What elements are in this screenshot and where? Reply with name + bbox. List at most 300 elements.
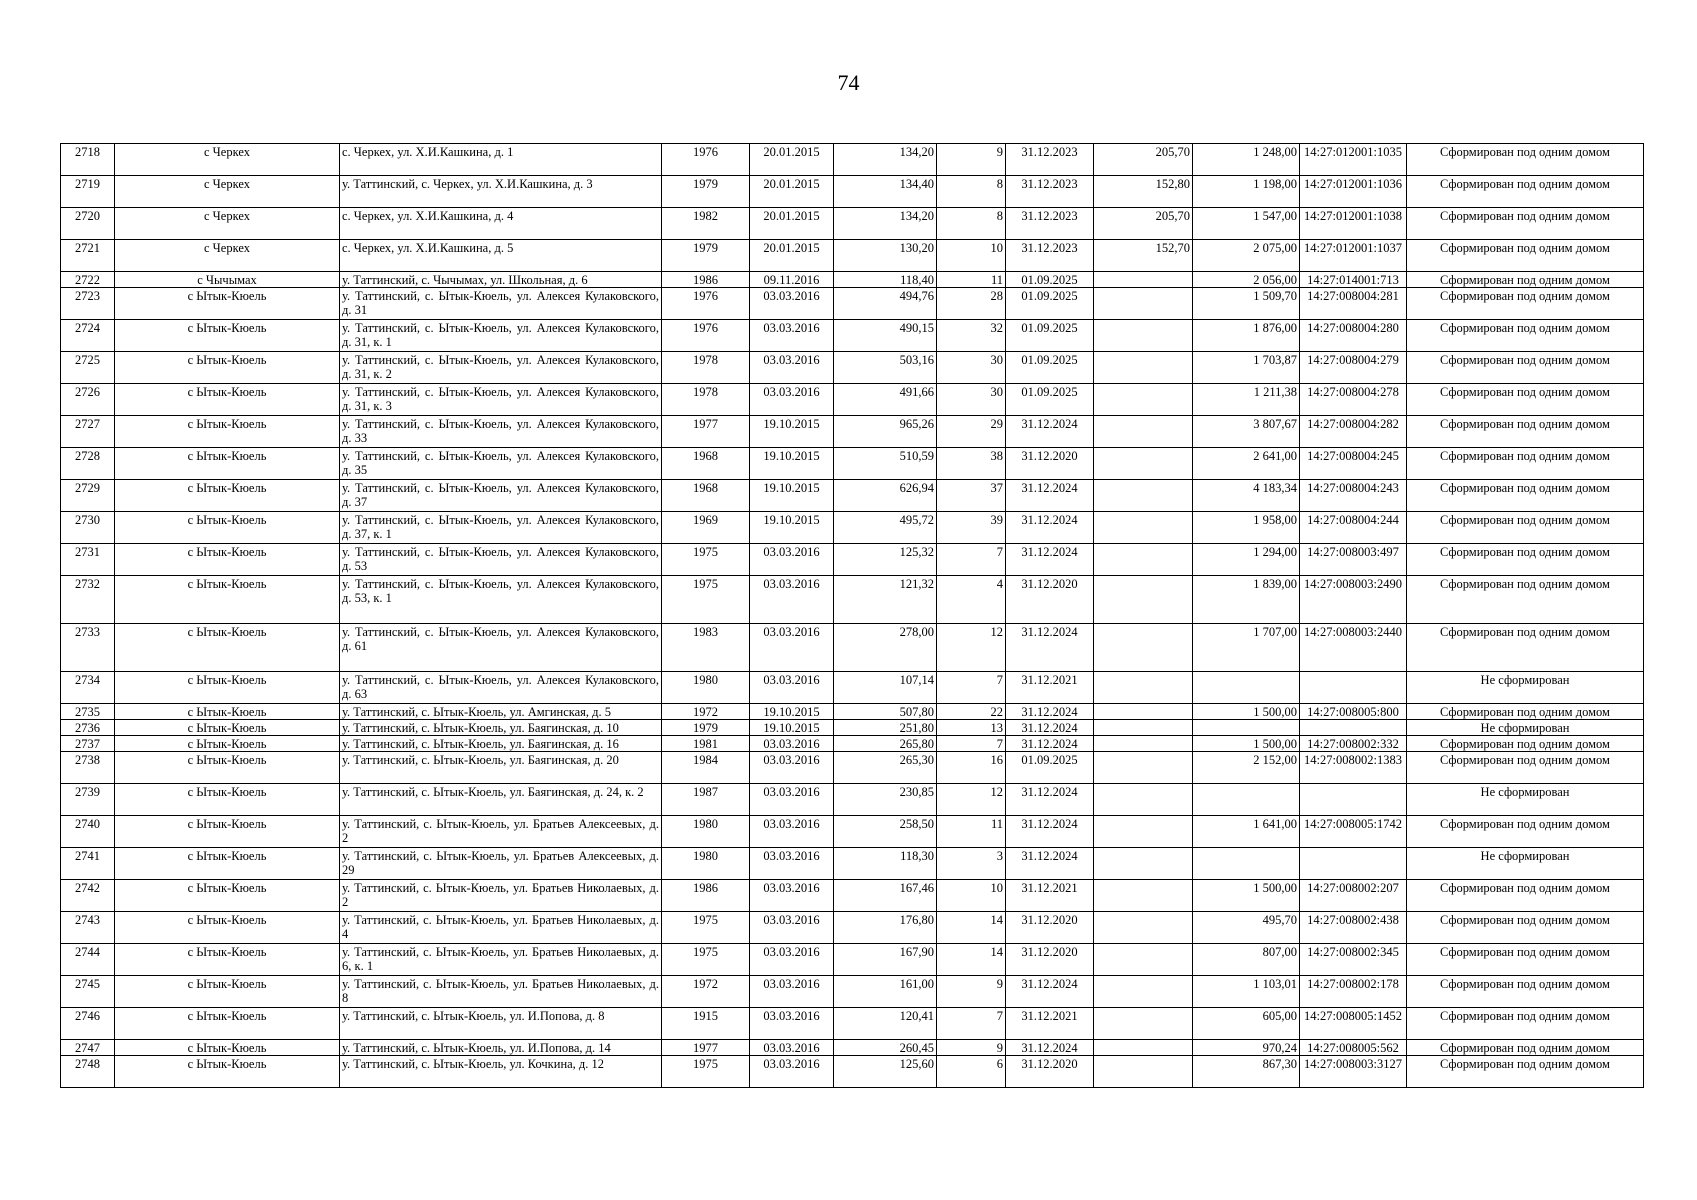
- address-cell: у. Таттинский, с. Ытык-Кюель, ул. Баягинская, д. 20: [340, 752, 662, 784]
- table-row: [61, 848, 1644, 880]
- deadline-date-cell: 31.12.2020: [1006, 448, 1094, 480]
- row-number: 2747: [61, 1040, 115, 1056]
- settlement-cell: с Ытык-Кюель: [115, 976, 340, 1008]
- cadastral-number-cell: 14:27:008002:178: [1300, 976, 1407, 1008]
- area-cell: 260,45: [834, 1040, 937, 1056]
- deadline-date-cell: 31.12.2020: [1006, 576, 1094, 624]
- cost-cell: 1 958,00: [1193, 512, 1300, 544]
- deadline-date-cell: 31.12.2024: [1006, 1040, 1094, 1056]
- area-cell: 278,00: [834, 624, 937, 672]
- deadline-date-cell: 01.09.2025: [1006, 288, 1094, 320]
- address-cell: у. Таттинский, с. Ытык-Кюель, ул. Алексея Кулаковского, д. 53: [340, 544, 662, 576]
- settlement-cell: с Ытык-Кюель: [115, 1056, 340, 1088]
- residents-cell: 11: [937, 816, 1006, 848]
- row-number: 2741: [61, 848, 115, 880]
- land-status-cell: Сформирован под одним домом: [1407, 512, 1644, 544]
- cadastral-number-cell: [1300, 848, 1407, 880]
- deadline-date-cell: 31.12.2021: [1006, 880, 1094, 912]
- residents-cell: 29: [937, 416, 1006, 448]
- settlement-cell: с Ытык-Кюель: [115, 544, 340, 576]
- area-cell: 490,15: [834, 320, 937, 352]
- land-status-cell: Сформирован под одним домом: [1407, 816, 1644, 848]
- area2-cell: [1094, 384, 1193, 416]
- table-row: [61, 784, 1644, 816]
- inclusion-date-cell: 19.10.2015: [750, 416, 834, 448]
- year-cell: 1977: [662, 416, 750, 448]
- inclusion-date-cell: 03.03.2016: [750, 352, 834, 384]
- residents-cell: 8: [937, 208, 1006, 240]
- area-cell: 510,59: [834, 448, 937, 480]
- cadastral-number-cell: 14:27:008004:280: [1300, 320, 1407, 352]
- residents-cell: 11: [937, 272, 1006, 288]
- area2-cell: [1094, 288, 1193, 320]
- residents-cell: 13: [937, 720, 1006, 736]
- year-cell: 1980: [662, 672, 750, 704]
- year-cell: 1980: [662, 816, 750, 848]
- area2-cell: [1094, 672, 1193, 704]
- address-cell: у. Таттинский, с. Ытык-Кюель, ул. Алексея Кулаковского, д. 53, к. 1: [340, 576, 662, 624]
- inclusion-date-cell: 03.03.2016: [750, 1008, 834, 1040]
- area-cell: 107,14: [834, 672, 937, 704]
- cost-cell: 1 500,00: [1193, 880, 1300, 912]
- settlement-cell: с Ытык-Кюель: [115, 480, 340, 512]
- row-number: 2721: [61, 240, 115, 272]
- land-status-cell: Сформирован под одним домом: [1407, 880, 1644, 912]
- area-cell: 118,40: [834, 272, 937, 288]
- year-cell: 1984: [662, 752, 750, 784]
- address-cell: у. Таттинский, с. Ытык-Кюель, ул. Алексея Кулаковского, д. 37, к. 1: [340, 512, 662, 544]
- area-cell: 167,90: [834, 944, 937, 976]
- deadline-date-cell: 31.12.2020: [1006, 1056, 1094, 1088]
- address-cell: у. Таттинский, с. Ытык-Кюель, ул. Братьев Николаевых, д. 2: [340, 880, 662, 912]
- area2-cell: [1094, 320, 1193, 352]
- inclusion-date-cell: 19.10.2015: [750, 448, 834, 480]
- table-row: [61, 320, 1644, 352]
- year-cell: 1968: [662, 448, 750, 480]
- settlement-cell: с Ытык-Кюель: [115, 672, 340, 704]
- deadline-date-cell: 31.12.2024: [1006, 704, 1094, 720]
- land-status-cell: Не сформирован: [1407, 848, 1644, 880]
- row-number: 2720: [61, 208, 115, 240]
- settlement-cell: с Ытык-Кюель: [115, 352, 340, 384]
- area2-cell: [1094, 976, 1193, 1008]
- table-row: [61, 480, 1644, 512]
- settlement-cell: с Ытык-Кюель: [115, 448, 340, 480]
- cost-cell: 605,00: [1193, 1008, 1300, 1040]
- cost-cell: [1193, 672, 1300, 704]
- address-cell: у. Таттинский, с. Ытык-Кюель, ул. Алексея Кулаковского, д. 61: [340, 624, 662, 672]
- inclusion-date-cell: 03.03.2016: [750, 848, 834, 880]
- cost-cell: 1 500,00: [1193, 704, 1300, 720]
- area-cell: 251,80: [834, 720, 937, 736]
- area-cell: 494,76: [834, 288, 937, 320]
- year-cell: 1979: [662, 176, 750, 208]
- area2-cell: [1094, 480, 1193, 512]
- cost-cell: 2 641,00: [1193, 448, 1300, 480]
- settlement-cell: с Черкех: [115, 240, 340, 272]
- row-number: 2743: [61, 912, 115, 944]
- deadline-date-cell: 31.12.2024: [1006, 480, 1094, 512]
- address-cell: у. Таттинский, с. Ытык-Кюель, ул. Братьев Николаевых, д. 6, к. 1: [340, 944, 662, 976]
- row-number: 2745: [61, 976, 115, 1008]
- inclusion-date-cell: 19.10.2015: [750, 720, 834, 736]
- residents-cell: 9: [937, 976, 1006, 1008]
- table-row: [61, 544, 1644, 576]
- inclusion-date-cell: 19.10.2015: [750, 512, 834, 544]
- settlement-cell: с Ытык-Кюель: [115, 704, 340, 720]
- deadline-date-cell: 31.12.2023: [1006, 176, 1094, 208]
- year-cell: 1987: [662, 784, 750, 816]
- cost-cell: 1 641,00: [1193, 816, 1300, 848]
- cadastral-number-cell: 14:27:012001:1038: [1300, 208, 1407, 240]
- table-row: [61, 144, 1644, 176]
- cost-cell: 1 294,00: [1193, 544, 1300, 576]
- table-row: [61, 736, 1644, 752]
- year-cell: 1972: [662, 976, 750, 1008]
- residents-cell: 12: [937, 784, 1006, 816]
- area-cell: 120,41: [834, 1008, 937, 1040]
- cost-cell: [1193, 784, 1300, 816]
- cost-cell: 1 103,01: [1193, 976, 1300, 1008]
- area-cell: 125,60: [834, 1056, 937, 1088]
- cadastral-number-cell: 14:27:008002:345: [1300, 944, 1407, 976]
- residents-cell: 14: [937, 944, 1006, 976]
- address-cell: у. Таттинский, с. Ытык-Кюель, ул. Баягинская, д. 10: [340, 720, 662, 736]
- residents-cell: 30: [937, 384, 1006, 416]
- area-cell: 258,50: [834, 816, 937, 848]
- year-cell: 1982: [662, 208, 750, 240]
- cost-cell: 807,00: [1193, 944, 1300, 976]
- land-status-cell: Сформирован под одним домом: [1407, 480, 1644, 512]
- cost-cell: 1 707,00: [1193, 624, 1300, 672]
- inclusion-date-cell: 19.10.2015: [750, 480, 834, 512]
- table-row: [61, 1056, 1644, 1088]
- year-cell: 1976: [662, 144, 750, 176]
- deadline-date-cell: 31.12.2024: [1006, 848, 1094, 880]
- table-row: [61, 976, 1644, 1008]
- land-status-cell: Сформирован под одним домом: [1407, 704, 1644, 720]
- land-status-cell: Сформирован под одним домом: [1407, 944, 1644, 976]
- year-cell: 1975: [662, 912, 750, 944]
- area2-cell: [1094, 720, 1193, 736]
- land-status-cell: Сформирован под одним домом: [1407, 1056, 1644, 1088]
- residents-cell: 32: [937, 320, 1006, 352]
- table-row: [61, 880, 1644, 912]
- cadastral-number-cell: 14:27:008002:332: [1300, 736, 1407, 752]
- settlement-cell: с Ытык-Кюель: [115, 288, 340, 320]
- area2-cell: [1094, 272, 1193, 288]
- deadline-date-cell: 31.12.2024: [1006, 736, 1094, 752]
- inclusion-date-cell: 03.03.2016: [750, 1040, 834, 1056]
- cadastral-number-cell: 14:27:008004:279: [1300, 352, 1407, 384]
- row-number: 2737: [61, 736, 115, 752]
- inclusion-date-cell: 03.03.2016: [750, 976, 834, 1008]
- table-row: [61, 816, 1644, 848]
- area2-cell: 152,80: [1094, 176, 1193, 208]
- cadastral-number-cell: 14:27:008005:1742: [1300, 816, 1407, 848]
- area2-cell: [1094, 752, 1193, 784]
- deadline-date-cell: 31.12.2020: [1006, 912, 1094, 944]
- table-row: [61, 912, 1644, 944]
- area2-cell: [1094, 704, 1193, 720]
- settlement-cell: с Ытык-Кюель: [115, 880, 340, 912]
- row-number: 2727: [61, 416, 115, 448]
- row-number: 2718: [61, 144, 115, 176]
- cadastral-number-cell: 14:27:008003:497: [1300, 544, 1407, 576]
- address-cell: у. Таттинский, с. Черкех, ул. Х.И.Кашкина, д. 3: [340, 176, 662, 208]
- area-cell: 118,30: [834, 848, 937, 880]
- table-row: [61, 288, 1644, 320]
- inclusion-date-cell: 09.11.2016: [750, 272, 834, 288]
- row-number: 2732: [61, 576, 115, 624]
- cost-cell: 1 509,70: [1193, 288, 1300, 320]
- year-cell: 1972: [662, 704, 750, 720]
- settlement-cell: с Ытык-Кюель: [115, 720, 340, 736]
- address-cell: с. Черкех, ул. Х.И.Кашкина, д. 1: [340, 144, 662, 176]
- table-row: [61, 240, 1644, 272]
- deadline-date-cell: 31.12.2023: [1006, 208, 1094, 240]
- area2-cell: [1094, 1056, 1193, 1088]
- address-cell: у. Таттинский, с. Ытык-Кюель, ул. Баягинская, д. 16: [340, 736, 662, 752]
- residents-cell: 22: [937, 704, 1006, 720]
- row-number: 2728: [61, 448, 115, 480]
- settlement-cell: с Ытык-Кюель: [115, 912, 340, 944]
- residents-cell: 3: [937, 848, 1006, 880]
- table-row: [61, 1040, 1644, 1056]
- land-status-cell: Сформирован под одним домом: [1407, 1040, 1644, 1056]
- row-number: 2730: [61, 512, 115, 544]
- year-cell: 1976: [662, 288, 750, 320]
- address-cell: у. Таттинский, с. Ытык-Кюель, ул. Братьев Николаевых, д. 4: [340, 912, 662, 944]
- cadastral-number-cell: 14:27:014001:713: [1300, 272, 1407, 288]
- address-cell: у. Таттинский, с. Ытык-Кюель, ул. Братьев Алексеевых, д. 2: [340, 816, 662, 848]
- inclusion-date-cell: 03.03.2016: [750, 624, 834, 672]
- area-cell: 265,80: [834, 736, 937, 752]
- residents-cell: 38: [937, 448, 1006, 480]
- address-cell: у. Таттинский, с. Ытык-Кюель, ул. Алексея Кулаковского, д. 37: [340, 480, 662, 512]
- inclusion-date-cell: 03.03.2016: [750, 576, 834, 624]
- year-cell: 1968: [662, 480, 750, 512]
- cadastral-number-cell: 14:27:012001:1037: [1300, 240, 1407, 272]
- inclusion-date-cell: 20.01.2015: [750, 144, 834, 176]
- area2-cell: [1094, 848, 1193, 880]
- cost-cell: 1 500,00: [1193, 736, 1300, 752]
- table-row: [61, 576, 1644, 624]
- settlement-cell: с Чычымах: [115, 272, 340, 288]
- settlement-cell: с Ытык-Кюель: [115, 784, 340, 816]
- residents-cell: 16: [937, 752, 1006, 784]
- year-cell: 1977: [662, 1040, 750, 1056]
- row-number: 2726: [61, 384, 115, 416]
- cost-cell: 2 075,00: [1193, 240, 1300, 272]
- deadline-date-cell: 31.12.2024: [1006, 976, 1094, 1008]
- residents-cell: 7: [937, 544, 1006, 576]
- row-number: 2742: [61, 880, 115, 912]
- settlement-cell: с Ытык-Кюель: [115, 848, 340, 880]
- deadline-date-cell: 31.12.2024: [1006, 720, 1094, 736]
- table-row: [61, 416, 1644, 448]
- land-status-cell: Сформирован под одним домом: [1407, 912, 1644, 944]
- year-cell: 1981: [662, 736, 750, 752]
- settlement-cell: с Черкех: [115, 176, 340, 208]
- table-row: [61, 208, 1644, 240]
- cost-cell: 3 807,67: [1193, 416, 1300, 448]
- settlement-cell: с Ытык-Кюель: [115, 944, 340, 976]
- area-cell: 121,32: [834, 576, 937, 624]
- deadline-date-cell: 01.09.2025: [1006, 352, 1094, 384]
- area2-cell: [1094, 880, 1193, 912]
- area-cell: 265,30: [834, 752, 937, 784]
- residents-cell: 30: [937, 352, 1006, 384]
- table-row: [61, 448, 1644, 480]
- deadline-date-cell: 01.09.2025: [1006, 320, 1094, 352]
- address-cell: у. Таттинский, с. Ытык-Кюель, ул. Братьев Николаевых, д. 8: [340, 976, 662, 1008]
- area-cell: 503,16: [834, 352, 937, 384]
- land-status-cell: Сформирован под одним домом: [1407, 144, 1644, 176]
- cost-cell: 1 211,38: [1193, 384, 1300, 416]
- cadastral-number-cell: 14:27:008004:243: [1300, 480, 1407, 512]
- inclusion-date-cell: 20.01.2015: [750, 240, 834, 272]
- cadastral-number-cell: 14:27:008004:281: [1300, 288, 1407, 320]
- area-cell: 134,40: [834, 176, 937, 208]
- inclusion-date-cell: 20.01.2015: [750, 176, 834, 208]
- row-number: 2723: [61, 288, 115, 320]
- cadastral-number-cell: 14:27:008005:800: [1300, 704, 1407, 720]
- year-cell: 1975: [662, 576, 750, 624]
- residents-cell: 7: [937, 672, 1006, 704]
- residents-cell: 39: [937, 512, 1006, 544]
- row-number: 2740: [61, 816, 115, 848]
- area-cell: 176,80: [834, 912, 937, 944]
- deadline-date-cell: 31.12.2023: [1006, 240, 1094, 272]
- row-number: 2746: [61, 1008, 115, 1040]
- settlement-cell: с Ытык-Кюель: [115, 1040, 340, 1056]
- settlement-cell: с Ытык-Кюель: [115, 816, 340, 848]
- inclusion-date-cell: 03.03.2016: [750, 736, 834, 752]
- cost-cell: 4 183,34: [1193, 480, 1300, 512]
- row-number: 2725: [61, 352, 115, 384]
- address-cell: у. Таттинский, с. Ытык-Кюель, ул. Алексея Кулаковского, д. 31, к. 2: [340, 352, 662, 384]
- land-status-cell: Сформирован под одним домом: [1407, 624, 1644, 672]
- deadline-date-cell: 31.12.2020: [1006, 944, 1094, 976]
- area2-cell: [1094, 736, 1193, 752]
- area2-cell: [1094, 944, 1193, 976]
- cadastral-number-cell: 14:27:008004:244: [1300, 512, 1407, 544]
- year-cell: 1978: [662, 352, 750, 384]
- year-cell: 1975: [662, 544, 750, 576]
- inclusion-date-cell: 03.03.2016: [750, 544, 834, 576]
- row-number: 2724: [61, 320, 115, 352]
- address-cell: у. Таттинский, с. Ытык-Кюель, ул. Амгинская, д. 5: [340, 704, 662, 720]
- cadastral-number-cell: [1300, 784, 1407, 816]
- address-cell: у. Таттинский, с. Чычымах, ул. Школьная, д. 6: [340, 272, 662, 288]
- settlement-cell: с Ытык-Кюель: [115, 416, 340, 448]
- land-status-cell: Сформирован под одним домом: [1407, 976, 1644, 1008]
- year-cell: 1986: [662, 880, 750, 912]
- housing-registry-table: [60, 143, 1644, 1088]
- residents-cell: 14: [937, 912, 1006, 944]
- area-cell: 507,80: [834, 704, 937, 720]
- inclusion-date-cell: 03.03.2016: [750, 384, 834, 416]
- table-row: [61, 624, 1644, 672]
- inclusion-date-cell: 03.03.2016: [750, 912, 834, 944]
- inclusion-date-cell: 03.03.2016: [750, 1056, 834, 1088]
- land-status-cell: Сформирован под одним домом: [1407, 1008, 1644, 1040]
- cadastral-number-cell: 14:27:008005:1452: [1300, 1008, 1407, 1040]
- area2-cell: [1094, 912, 1193, 944]
- cost-cell: 1 703,87: [1193, 352, 1300, 384]
- deadline-date-cell: 01.09.2025: [1006, 752, 1094, 784]
- row-number: 2731: [61, 544, 115, 576]
- residents-cell: 4: [937, 576, 1006, 624]
- deadline-date-cell: 31.12.2024: [1006, 544, 1094, 576]
- cost-cell: 1 198,00: [1193, 176, 1300, 208]
- land-status-cell: Сформирован под одним домом: [1407, 272, 1644, 288]
- cadastral-number-cell: 14:27:012001:1035: [1300, 144, 1407, 176]
- address-cell: у. Таттинский, с. Ытык-Кюель, ул. Кочкина, д. 12: [340, 1056, 662, 1088]
- land-status-cell: Сформирован под одним домом: [1407, 384, 1644, 416]
- cost-cell: 1 248,00: [1193, 144, 1300, 176]
- deadline-date-cell: 31.12.2024: [1006, 416, 1094, 448]
- land-status-cell: Сформирован под одним домом: [1407, 448, 1644, 480]
- area2-cell: [1094, 544, 1193, 576]
- deadline-date-cell: 31.12.2024: [1006, 816, 1094, 848]
- area-cell: 134,20: [834, 208, 937, 240]
- settlement-cell: с Черкех: [115, 208, 340, 240]
- area2-cell: [1094, 352, 1193, 384]
- table-row: [61, 672, 1644, 704]
- cadastral-number-cell: 14:27:008002:1383: [1300, 752, 1407, 784]
- residents-cell: 10: [937, 240, 1006, 272]
- area2-cell: 152,70: [1094, 240, 1193, 272]
- area-cell: 130,20: [834, 240, 937, 272]
- land-status-cell: Сформирован под одним домом: [1407, 752, 1644, 784]
- residents-cell: 12: [937, 624, 1006, 672]
- table-row: [61, 512, 1644, 544]
- cost-cell: 2 152,00: [1193, 752, 1300, 784]
- inclusion-date-cell: 03.03.2016: [750, 288, 834, 320]
- deadline-date-cell: 31.12.2021: [1006, 672, 1094, 704]
- inclusion-date-cell: 20.01.2015: [750, 208, 834, 240]
- inclusion-date-cell: 03.03.2016: [750, 816, 834, 848]
- cost-cell: 1 876,00: [1193, 320, 1300, 352]
- table-row: [61, 352, 1644, 384]
- area2-cell: 205,70: [1094, 144, 1193, 176]
- residents-cell: 6: [937, 1056, 1006, 1088]
- cadastral-number-cell: 14:27:008004:278: [1300, 384, 1407, 416]
- year-cell: 1976: [662, 320, 750, 352]
- row-number: 2734: [61, 672, 115, 704]
- deadline-date-cell: 31.12.2023: [1006, 144, 1094, 176]
- cost-cell: 1 547,00: [1193, 208, 1300, 240]
- address-cell: у. Таттинский, с. Ытык-Кюель, ул. Баягинская, д. 24, к. 2: [340, 784, 662, 816]
- address-cell: у. Таттинский, с. Ытык-Кюель, ул. И.Попова, д. 8: [340, 1008, 662, 1040]
- table-row: [61, 1008, 1644, 1040]
- residents-cell: 10: [937, 880, 1006, 912]
- table-row: [61, 384, 1644, 416]
- year-cell: 1915: [662, 1008, 750, 1040]
- row-number: 2736: [61, 720, 115, 736]
- area2-cell: 205,70: [1094, 208, 1193, 240]
- row-number: 2733: [61, 624, 115, 672]
- cadastral-number-cell: 14:27:008003:2440: [1300, 624, 1407, 672]
- table-row: [61, 176, 1644, 208]
- address-cell: у. Таттинский, с. Ытык-Кюель, ул. Братьев Алексеевых, д. 29: [340, 848, 662, 880]
- residents-cell: 7: [937, 736, 1006, 752]
- year-cell: 1979: [662, 720, 750, 736]
- area2-cell: [1094, 816, 1193, 848]
- residents-cell: 9: [937, 144, 1006, 176]
